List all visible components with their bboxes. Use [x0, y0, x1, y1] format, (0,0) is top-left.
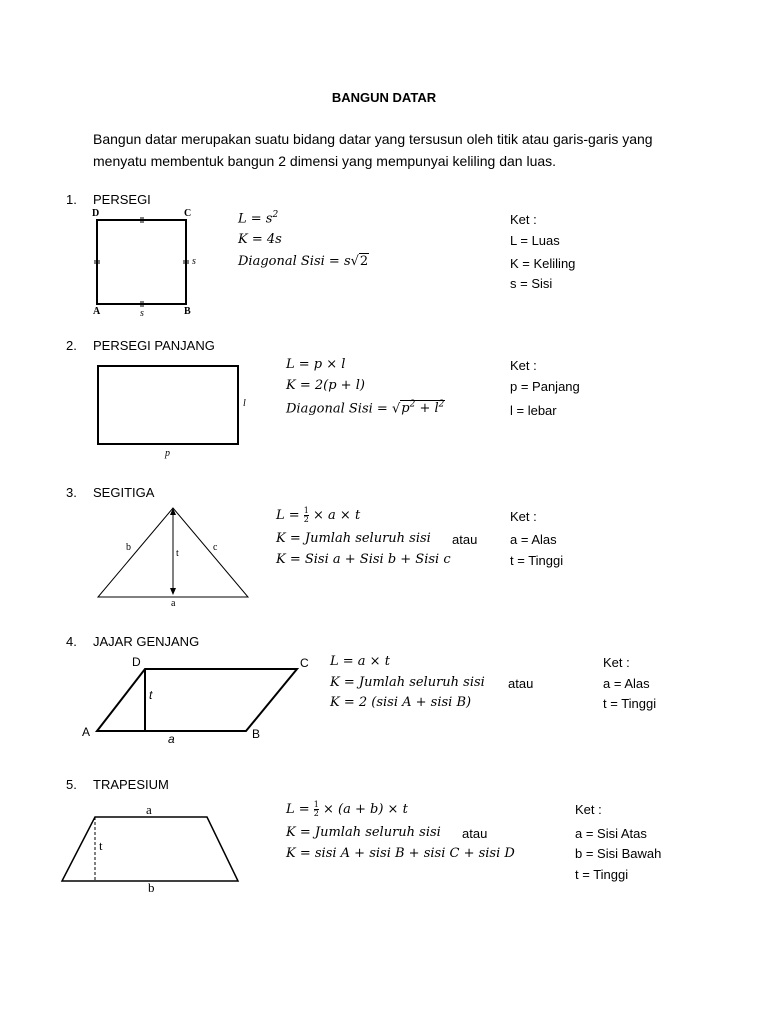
- formula-area: L = $\frac{1}{2}$ × a × t: [276, 506, 361, 524]
- formula-diagonal: Diagonal Sisi = s√2: [238, 254, 369, 269]
- formula-diagonal: Diagonal Sisi = $√p^2 + l^2$: [286, 400, 445, 417]
- arrow-head: [170, 588, 176, 595]
- section-heading: TRAPESIUM: [93, 777, 169, 792]
- word-atau: atau: [462, 826, 488, 841]
- vertex-label-a: A: [93, 306, 101, 317]
- formula-perimeter: K = Jumlah seluruh sisi: [286, 825, 441, 840]
- ket-item: a = Sisi Atas: [575, 826, 647, 841]
- vertex-label-c: C: [300, 656, 309, 670]
- ket-title: Ket :: [510, 509, 537, 524]
- section-heading: PERSEGI PANJANG: [93, 338, 215, 353]
- trapezoid-figure: [0, 0, 1, 1]
- formula-perimeter: K = 4s: [238, 232, 282, 247]
- formula-perimeter-sum: K = Sisi a + Sisi b + Sisi c: [276, 552, 451, 567]
- formula-perimeter: K = Jumlah seluruh sisi: [276, 531, 431, 546]
- ket-item: t = Tinggi: [575, 867, 629, 882]
- vertex-label-c: C: [184, 208, 192, 219]
- rectangle-shape: [98, 366, 238, 444]
- ket-item: b = Sisi Bawah: [575, 846, 662, 861]
- ket-item: p = Panjang: [510, 379, 580, 394]
- parallelogram-shape: [97, 669, 297, 731]
- ket-item: a = Alas: [603, 676, 650, 691]
- section-heading: JAJAR GENJANG: [93, 634, 200, 649]
- side-label-l: l: [243, 398, 246, 409]
- side-label-s: s: [192, 256, 196, 267]
- ket-item: l = lebar: [510, 403, 557, 418]
- arrow-head: [170, 508, 176, 515]
- height-label-t: t: [99, 838, 103, 853]
- base-label-a: a: [171, 598, 176, 609]
- side-label-b: b: [126, 542, 131, 553]
- formula-area: L = p × l: [286, 357, 346, 372]
- ket-item: L = Luas: [510, 233, 560, 248]
- section-number: 4.: [66, 634, 77, 649]
- word-atau: atau: [452, 532, 478, 547]
- trapezoid-shape: [62, 817, 238, 881]
- base-label-a: a: [168, 732, 175, 746]
- height-label-t: t: [149, 688, 153, 702]
- formula-area: $L = s^2$: [238, 210, 279, 227]
- vertex-label-d: D: [132, 655, 141, 669]
- section-heading: PERSEGI: [93, 192, 151, 207]
- vertex-label-d: D: [92, 208, 100, 219]
- ket-item: t = Tinggi: [603, 696, 657, 711]
- ket-item: t = Tinggi: [510, 553, 564, 568]
- vertex-label-a: A: [82, 725, 91, 739]
- formula-area: L = a × t: [330, 654, 390, 669]
- side-label-p: p: [165, 448, 170, 459]
- ket-item: K = Keliling: [510, 256, 576, 271]
- ket-item: a = Alas: [510, 532, 557, 547]
- section-heading: SEGITIGA: [93, 485, 155, 500]
- ket-title: Ket :: [575, 802, 602, 817]
- vertex-label-b: B: [184, 306, 191, 317]
- section-number: 3.: [66, 485, 77, 500]
- side-label-c: c: [213, 542, 218, 553]
- formula-area: L = $\frac{1}{2}$ × (a + b) × t: [286, 800, 408, 818]
- formula-perimeter: K = 2(p + l): [286, 378, 365, 393]
- ket-title: Ket :: [510, 212, 537, 227]
- bottom-label-b: b: [148, 880, 155, 895]
- intro-paragraph: Bangun datar merupakan suatu bidang datar yang tersusun oleh titik atau garis-garis yang menyatu membentuk bangun 2 dimensi yang mempunyai keliling dan luas.: [93, 131, 653, 169]
- bottom-label-s: s: [140, 308, 144, 319]
- section-number: 1.: [66, 192, 77, 207]
- formula-perimeter-sum: K = 2 (sisi A + sisi B): [330, 695, 472, 710]
- square-shape: [97, 220, 186, 304]
- vertex-label-b: B: [252, 727, 261, 741]
- top-label-a: a: [146, 802, 152, 817]
- ket-title: Ket :: [510, 358, 537, 373]
- word-atau: atau: [508, 676, 534, 691]
- ket-item: s = Sisi: [510, 276, 553, 291]
- formula-perimeter-sum: K = sisi A + sisi B + sisi C + sisi D: [286, 846, 515, 861]
- section-number: 5.: [66, 777, 77, 792]
- formula-perimeter: K = Jumlah seluruh sisi: [330, 675, 485, 690]
- ket-title: Ket :: [603, 655, 630, 670]
- section-number: 2.: [66, 338, 77, 353]
- height-label-t: t: [176, 548, 179, 559]
- page-title: BANGUN DATAR: [331, 90, 437, 105]
